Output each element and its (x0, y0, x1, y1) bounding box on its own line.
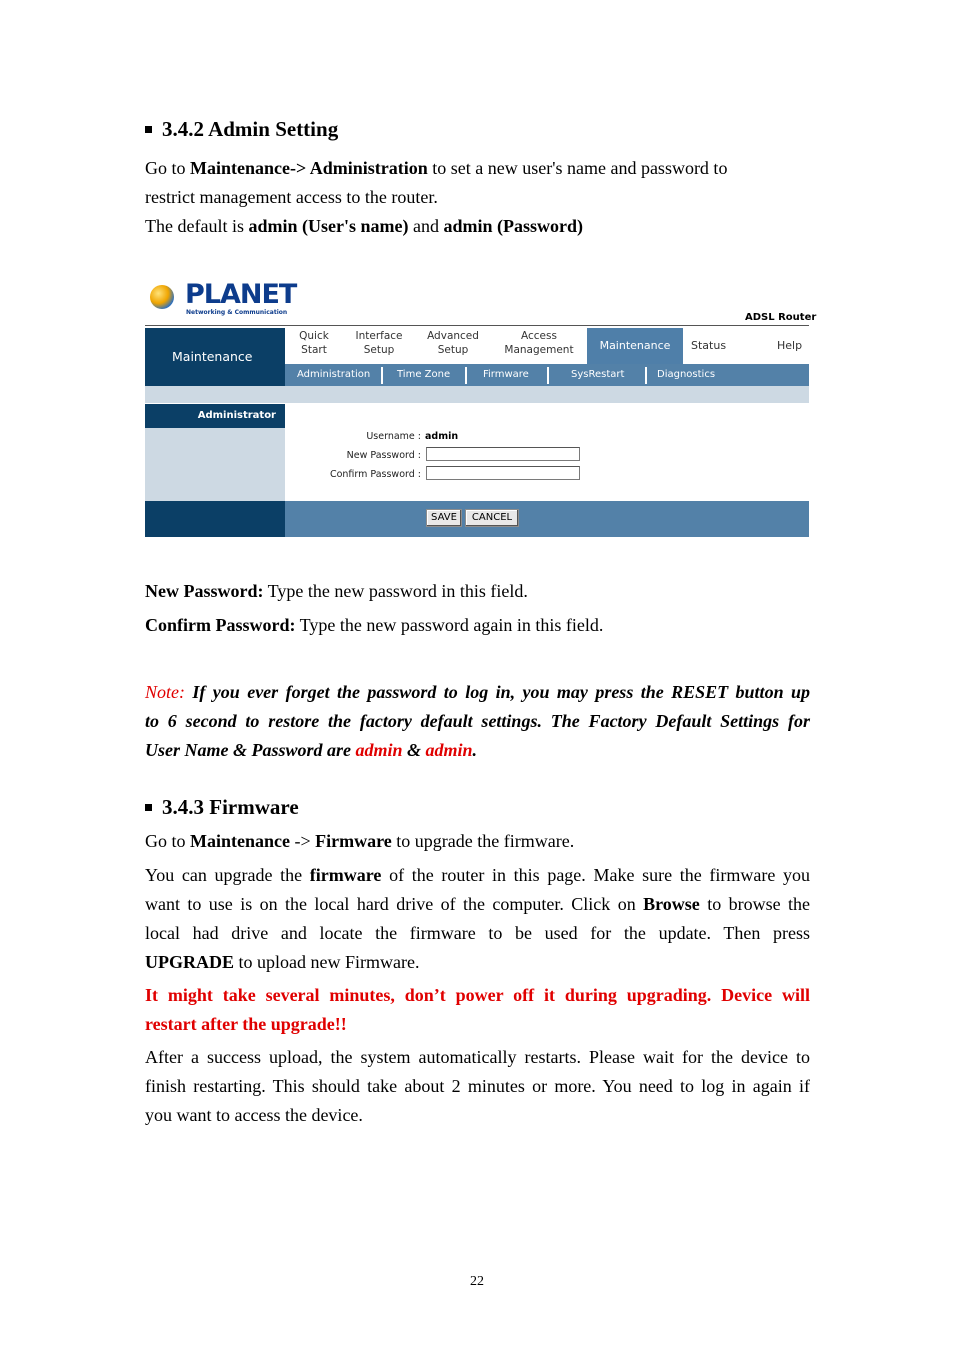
nav-advanced-setup[interactable]: Advanced Setup (427, 330, 479, 356)
new-password-label: New Password : (346, 450, 421, 461)
footer-left (145, 501, 285, 537)
subnav-separator (465, 367, 467, 384)
intro-line-2: restrict management access to the router. (145, 187, 438, 207)
username-label: Username : (366, 431, 421, 442)
bullet-icon (145, 804, 152, 811)
brand-logo-text: PLANET (185, 279, 297, 310)
nav-help[interactable]: Help (777, 339, 803, 352)
panel-side (145, 428, 285, 501)
warning-line-2: restart after the upgrade!! (145, 1014, 347, 1034)
restart-line-1: After a success upload, the system automatically restarts. Please wait for the device to (145, 1047, 810, 1067)
product-name: ADSL Router (745, 312, 817, 323)
confirm-password-description: Confirm Password: Type the new password again in this field. (145, 615, 604, 635)
planet-logo-icon (150, 285, 174, 309)
footer-bar (285, 501, 809, 537)
username-value: admin (425, 431, 459, 442)
new-password-description: New Password: Type the new password in this field. (145, 581, 528, 601)
nav-status[interactable]: Status (691, 339, 727, 352)
confirm-password-label: Confirm Password : (329, 469, 421, 480)
page-number: 22 (470, 1274, 484, 1289)
firmware-line-2: want to use is on the local hard drive of the computer. Click on Browse to browse the (145, 894, 810, 914)
note-line-1: Note: If you ever forget the password to log in, you may press the RESET button up (145, 682, 810, 702)
firmware-intro: Go to Maintenance -> Firmware to upgrade the firmware. (145, 831, 575, 851)
restart-paragraph (145, 1043, 810, 1130)
firmware-line-4: UPGRADE to upload new Firmware. (145, 952, 420, 972)
subnav-separator (645, 367, 647, 384)
warning-line-1: It might take several minutes, don’t power off it during upgrading. Device will (145, 985, 810, 1005)
spacer-strip (145, 386, 809, 403)
subnav-firmware[interactable]: Firmware (483, 369, 529, 380)
subnav-separator (381, 367, 383, 384)
restart-line-2: finish restarting. This should take about 2 minutes or more. You need to log in again if (145, 1076, 810, 1096)
firmware-warning (145, 981, 810, 1039)
subnav-diagnostics[interactable]: Diagnostics (657, 369, 716, 380)
restart-line-3: you want to access the device. (145, 1105, 363, 1125)
note-paragraph (145, 678, 810, 765)
nav-access-management[interactable]: Access Management (504, 330, 574, 356)
nav-quick-start[interactable]: Quick Start (299, 330, 329, 356)
confirm-password-input[interactable] (426, 466, 580, 480)
nav-maintenance-label: Maintenance (599, 339, 671, 352)
note-line-3: User Name & Password are admin & admin. (145, 740, 478, 760)
header-divider (145, 325, 809, 326)
firmware-paragraph (145, 861, 810, 977)
bullet-icon (145, 126, 152, 133)
brand-tagline: Networking & Communication (186, 309, 288, 316)
section-label: Maintenance (172, 349, 253, 364)
section-heading-firmware: 3.4.3 Firmware (145, 795, 299, 820)
panel-title: Administrator (197, 410, 276, 421)
cancel-button[interactable]: CANCEL (465, 509, 519, 527)
note-line-2: to 6 second to restore the factory default settings. The Factory Default Settings for (145, 711, 810, 731)
subnav-time-zone[interactable]: Time Zone (397, 369, 451, 380)
intro-line-3: The default is admin (User's name) and admin (Password) (145, 216, 583, 236)
section-heading-admin: 3.4.2 Admin Setting (145, 117, 338, 142)
intro-paragraph (145, 154, 815, 241)
subnav-sysrestart[interactable]: SysRestart (571, 369, 625, 380)
firmware-line-1: You can upgrade the firmware of the router in this page. Make sure the firmware you (145, 865, 810, 885)
subnav-administration[interactable]: Administration (297, 369, 371, 380)
save-button[interactable]: SAVE (426, 509, 462, 527)
new-password-input[interactable] (426, 447, 580, 461)
firmware-line-3: local had drive and locate the firmware to be used for the update. Then press (145, 923, 810, 943)
intro-line-1: Go to Maintenance-> Administration to set a new user's name and password to (145, 158, 728, 178)
subnav-separator (547, 367, 549, 384)
nav-interface-setup[interactable]: Interface Setup (355, 330, 403, 356)
